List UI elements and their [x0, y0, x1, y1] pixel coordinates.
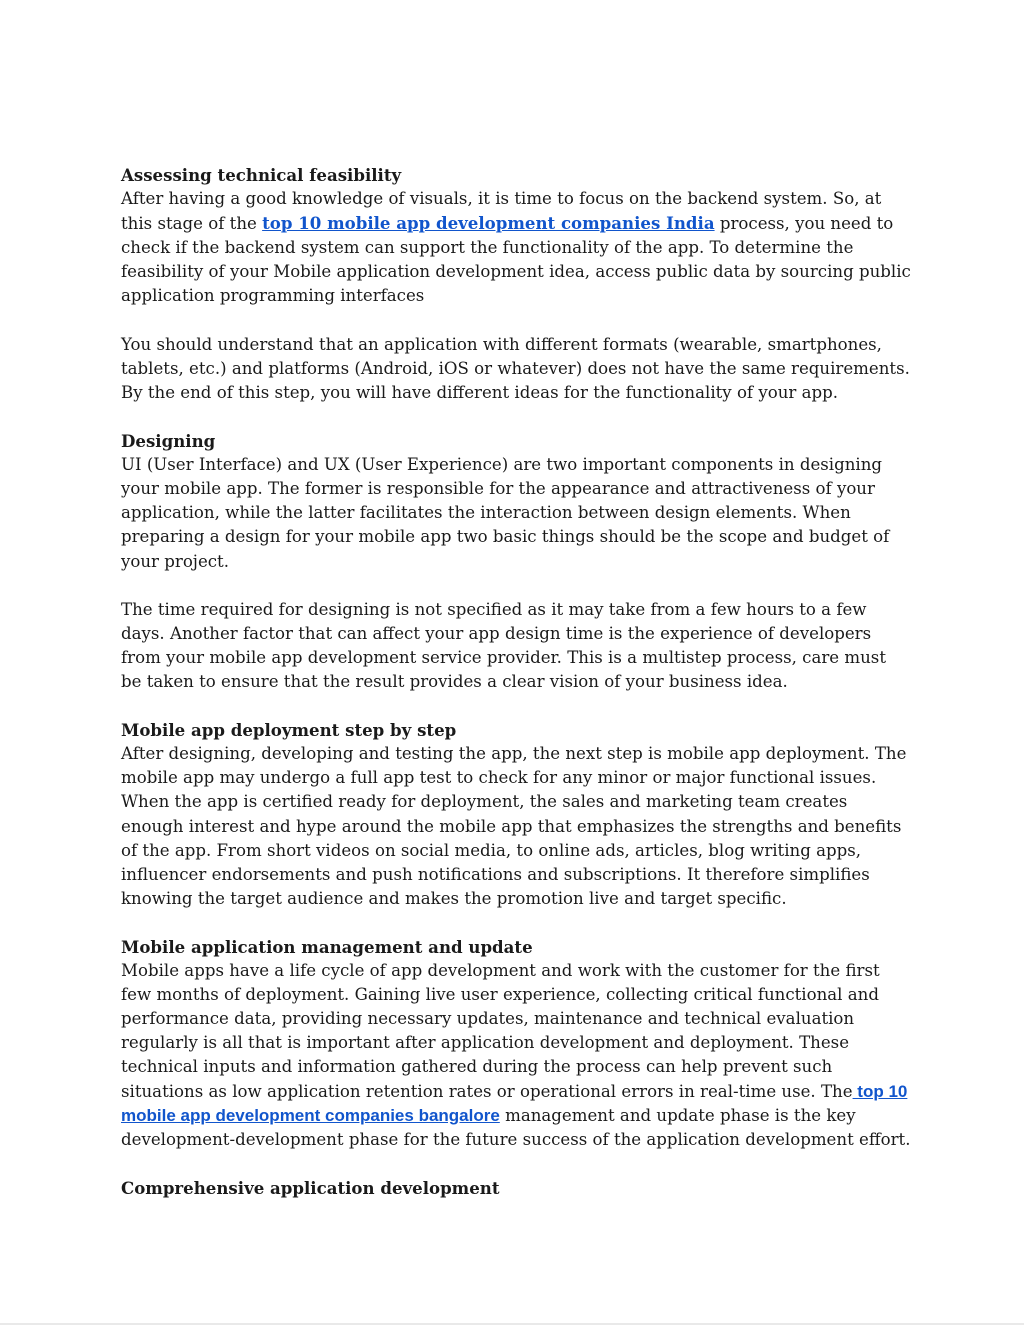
paragraph-management-1 — [121, 959, 911, 1152]
text-segment: process, you need to check if the backend system can support the functionality of the app. To determine the feasibility of your Mobile application development idea, access public data by sourcing public application programming interfaces — [121, 214, 911, 306]
paragraph-gap — [121, 309, 911, 333]
paragraph-deployment-1: After designing, developing and testing the app, the next step is mobile app deployment. The mobile app may undergo a full app test to check for any minor or major functional issues. When the app is certified ready for deployment, the sales and marketing team creates enough interest and hype around the mobile app that emphasizes the strengths and benefits of the app. From short videos on social media, to online ads, articles, blog writing apps, influencer endorsements and push notifications and subscriptions. It therefore simplifies knowing the target audience and makes the promotion live and target specific. — [121, 744, 907, 908]
link-top-10-bangalore[interactable]: top 10 mobile app development companies bangalore — [121, 1081, 908, 1125]
text-segment: After having a good knowledge of visuals, it is time to focus on the backend system. So, at this stage of the — [121, 189, 882, 234]
paragraph-technical-1 — [121, 187, 911, 308]
document-page — [121, 163, 911, 1200]
heading-deployment: Mobile app deployment step by step — [121, 720, 457, 741]
paragraph-gap — [121, 574, 911, 598]
link-top-10-india[interactable]: top 10 mobile app development companies India — [262, 213, 715, 234]
text-segment: Mobile apps have a life cycle of app development and work with the customer for the first few months of deployment. Gaining live user experience, collecting critical functional and performance data, providing necessary updates, maintenance and technical evaluation regularly is all that is important after application development and deployment. These technical inputs and information gathered during the process can help prevent such situations as low application retention rates or operational errors in real-time use. The — [121, 961, 880, 1101]
text-segment: management and update phase is the key development-development phase for the future success of the application development effort. — [121, 1105, 911, 1149]
paragraph-designing-1: UI (User Interface) and UX (User Experience) are two important components in designing your mobile app. The former is responsible for the appearance and attractiveness of your application, while the latter facilitates the interaction between design elements. When preparing a design for your mobile app two basic things should be the scope and budget of your project. — [121, 455, 890, 571]
paragraph-designing-2: The time required for designing is not specified as it may take from a few hours to a few days. Another factor that can affect your app design time is the experience of developers from your mobile app development service provider. This is a multistep process, care must be taken to ensure that the result provides a clear vision of your business idea. — [121, 599, 886, 691]
paragraph-gap — [121, 1152, 911, 1176]
paragraph-gap — [121, 405, 911, 429]
heading-designing: Designing — [121, 431, 216, 452]
paragraph-technical-2: You should understand that an application with different formats (wearable, smartphones, tablets, etc.) and platforms (Android, iOS or whatever) does not have the same requirements. By the end of this step, you will have different ideas for the functionality of your app. — [121, 334, 910, 402]
paragraph-gap — [121, 694, 911, 718]
paragraph-gap — [121, 911, 911, 935]
heading-comprehensive: Comprehensive application development — [121, 1177, 500, 1198]
heading-management: Mobile application management and update — [121, 937, 533, 957]
heading-technical-feasibility: Assessing technical feasibility — [121, 165, 402, 185]
